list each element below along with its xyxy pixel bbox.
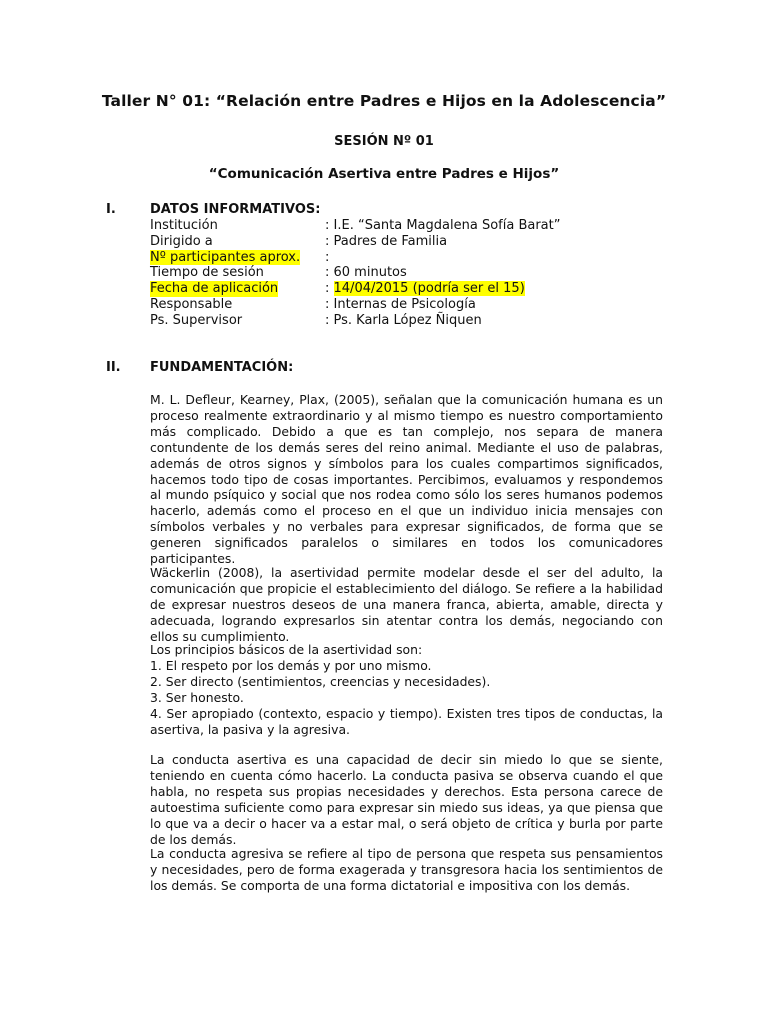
info-value: : Padres de Familia (325, 233, 448, 249)
section-heading-datos (0, 202, 768, 218)
section-number: II. (106, 360, 121, 375)
principle-item: 3. Ser honesto. (150, 689, 244, 705)
paragraph-defleur: M. L. Defleur, Kearney, Plax, (2005), señalan que la comunicación humana es un proceso realmente extraordinario y al mismo tiempo es nuestro comportamiento más complicado. Debido a que es tan complejo, nos separa de manera contundente de los demás seres del reino animal. Mediante el uso de palabras, además de otros signos y símbolos para los cuales compartimos significados, hacemos todo tipo de cosas importantes. Percibimos, evaluamos y respondemos al mundo psíquico y social que nos rodea como sólo los seres humanos podemos hacerlo, además como el proceso en el que un individuo inicia mensajes con símbolos verbales y no verbales para expresar significados, de forma que se generen significados paralelos o similares en todos los comunicadores participantes. (150, 392, 663, 567)
info-value-highlighted: 14/04/2015 (podría ser el 15) (333, 281, 525, 297)
section-number: I. (106, 202, 116, 217)
principle-item: 2. Ser directo (sentimientos, creencias y necesidades). (150, 673, 491, 689)
info-key: Institución (150, 218, 218, 233)
paragraph-conducta-asertiva: La conducta asertiva es una capacidad de decir sin miedo lo que se siente, teniendo en cuenta cómo hacerlo. La conducta pasiva se observa cuando el que habla, no respeta sus propias necesidades y derechos. Esta persona carece de autoestima suficiente como para expresar sin miedo sus ideas, ya que piensa que lo que va a decir o hacer va a estar mal, o será objeto de crítica y burla por parte de los demás. (150, 752, 663, 847)
paragraph-wackerlin: Wäckerlin (2008), la asertividad permite modelar desde el ser del adulto, la comunicación que propicie el establecimiento del diálogo. Se refiere a la habilidad de expresar nuestros deseos de una manera franca, abierta, amable, directa y adecuada, logrando expresarlos sin atentar contra los demás, negociando con ellos su cumplimiento. (150, 565, 663, 644)
info-row-supervisor (150, 313, 570, 329)
info-row-dirigido (150, 234, 570, 250)
section-heading-fundamentacion (0, 360, 768, 376)
section-title: FUNDAMENTACIÓN: (150, 360, 294, 375)
info-row-institucion (150, 218, 570, 234)
info-row-fecha (150, 281, 570, 297)
info-value: : 60 minutos (325, 265, 407, 281)
info-value: : Ps. Karla López Ñiquen (325, 312, 482, 328)
info-key: Tiempo de sesión (150, 265, 264, 281)
info-row-responsable (150, 297, 570, 313)
info-value: : (325, 249, 330, 265)
info-value-prefix: : (325, 281, 334, 297)
info-value: : Internas de Psicología (325, 296, 476, 312)
principles-intro: Los principios básicos de la asertividad son: (150, 642, 423, 657)
info-key: Dirigido a (150, 233, 213, 249)
info-value (325, 281, 525, 297)
info-key: Ps. Supervisor (150, 312, 243, 328)
info-key: Responsable (150, 296, 233, 312)
session-subtitle: “Comunicación Asertiva entre Padres e Hijos” (208, 166, 560, 182)
info-key-highlighted: Nº participantes aprox. (150, 249, 301, 265)
principle-item: 1. El respeto por los demás y por uno mismo. (150, 657, 432, 673)
info-key-highlighted: Fecha de aplicación (150, 281, 279, 297)
info-value: : I.E. “Santa Magdalena Sofía Barat” (325, 218, 561, 233)
info-row-participantes (150, 250, 570, 266)
document-title: Taller N° 01: “Relación entre Padres e Hijos en la Adolescencia” (101, 92, 667, 110)
info-row-tiempo (150, 265, 570, 281)
principle-item: 4. Ser apropiado (contexto, espacio y tiempo). Existen tres tipos de conductas, la asertiva, la pasiva y la agresiva. (150, 705, 663, 737)
session-label: SESIÓN Nº 01 (334, 134, 434, 149)
principles-list (150, 642, 663, 737)
section-title: DATOS INFORMATIVOS: (150, 202, 321, 217)
info-table (150, 218, 570, 329)
paragraph-conducta-agresiva: La conducta agresiva se refiere al tipo de persona que respeta sus pensamientos y necesidades, pero de forma exagerada y transgresora hacia los sentimientos de los demás. Se comporta de una forma dictatorial e impositiva con los demás. (150, 846, 663, 893)
